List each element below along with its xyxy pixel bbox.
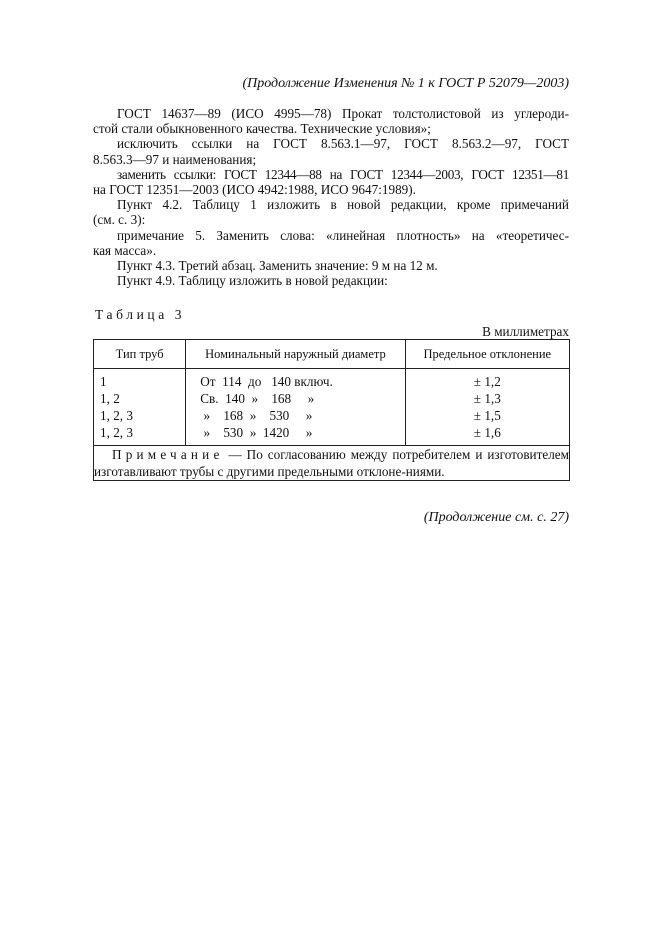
table-cell: » 168 » 530 »	[200, 408, 313, 423]
table-cell: 1	[100, 374, 107, 389]
paragraph-line: Пункт 4.9. Таблицу изложить в новой редакции:	[117, 273, 388, 289]
page-header: (Продолжение Изменения № 1 к ГОСТ Р 52079—2003)	[242, 76, 569, 91]
paragraph-line: кая масса».	[93, 242, 157, 258]
page-footer: (Продолжение см. с. 27)	[423, 510, 569, 525]
paragraph-line: (см. с. 3):	[93, 212, 146, 228]
table-header-row	[94, 340, 570, 369]
note-label: Примечание	[112, 447, 224, 462]
paragraph-line: на ГОСТ 12351—2003 (ИСО 4942:1988, ИСО 9647:1989).	[93, 182, 416, 198]
paragraph-line: заменить ссылки: ГОСТ 12344—88 на ГОСТ 12344—2003, ГОСТ 12351—81	[117, 166, 569, 182]
paragraph-line: стой стали обыкновенного качества. Технические условия»;	[93, 121, 431, 137]
table-body	[94, 369, 570, 446]
table-cell: 1, 2, 3	[100, 425, 133, 440]
paragraph-line: примечание 5. Заменить слова: «линейная плотность» на «теоретичес-	[117, 227, 569, 243]
data-table	[93, 339, 570, 481]
pipe-type-column	[94, 369, 186, 446]
paragraph-line: исключить ссылки на ГОСТ 8.563.1—97, ГОСТ 8.563.2—97, ГОСТ	[117, 136, 569, 152]
table-cell: ± 1,5	[473, 408, 501, 423]
table-caption: Таблица 3	[95, 307, 186, 322]
diameter-column	[186, 369, 405, 446]
table-cell: От 114 до 140 включ.	[200, 374, 333, 389]
table-cell: ± 1,6	[473, 425, 501, 440]
header-nominal-diameter: Номинальный наружный диаметр	[186, 340, 405, 369]
table-note-row	[94, 446, 570, 481]
paragraph-line: Пункт 4.3. Третий абзац. Заменить значение: 9 м на 12 м.	[117, 258, 438, 274]
header-tolerance: Предельное отклонение	[405, 340, 569, 369]
paragraph-line: 8.563.3—97 и наименования;	[93, 151, 257, 167]
table-cell: ± 1,2	[473, 374, 501, 389]
paragraph-line: ГОСТ 14637—89 (ИСО 4995—78) Прокат толстолистовой из углероди-	[117, 106, 569, 121]
tolerance-column	[405, 369, 569, 446]
table-note	[94, 446, 570, 481]
table-cell: 1, 2, 3	[100, 408, 133, 423]
table-cell: Св. 140 » 168 »	[200, 391, 315, 406]
note-text: — По согласованию между потребителем и изготовителем изготавливают трубы с другими предельными отклоне-ниями.	[94, 447, 569, 479]
body-text	[93, 106, 569, 288]
table-cell: 1, 2	[100, 391, 120, 406]
table-units: В миллиметрах	[482, 324, 569, 339]
table-cell: » 530 » 1420 »	[200, 425, 313, 440]
paragraph-line: Пункт 4.2. Таблицу 1 изложить в новой редакции, кроме примечаний	[117, 197, 569, 213]
header-pipe-type: Тип труб	[94, 340, 186, 369]
table-cell: ± 1,3	[473, 391, 501, 406]
